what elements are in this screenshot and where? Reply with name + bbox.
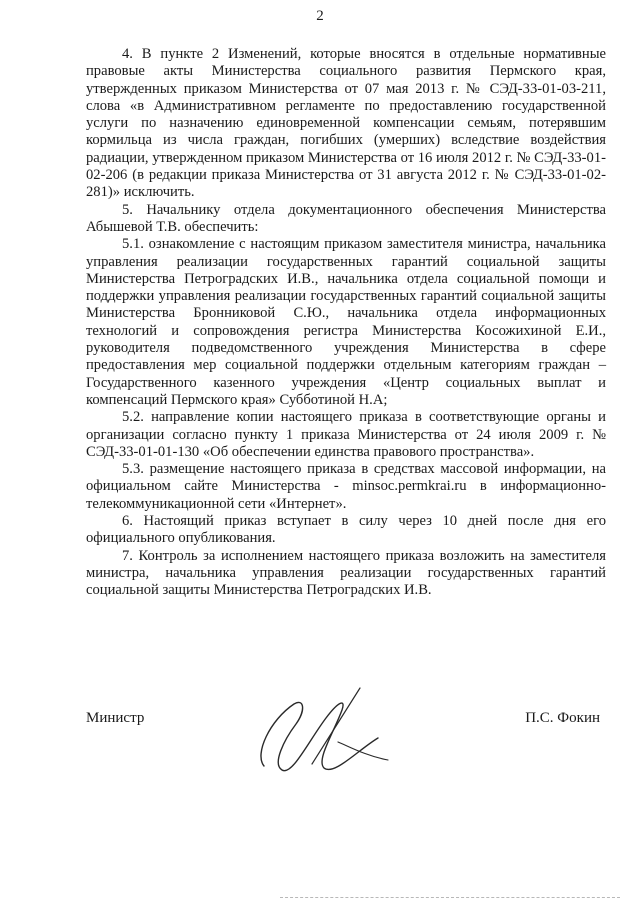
paragraph-item-5-2: 5.2. направление копии настоящего приказа в соответствующие органы и организации согласно пункту 1 приказа Министерства от 24 июля 2009 г. № СЭД-33-01-01-130 «Об обеспечении единства правового пространства». [86,409,606,460]
handwritten-signature [242,680,392,790]
signature-block [86,710,606,820]
paragraph-item-7: 7. Контроль за исполнением настоящего приказа возложить на заместителя министра, начальника управления реализации государственных гарантий социальной защиты Министерства Петроградских И.В. [86,547,606,599]
document-body [86,46,606,600]
paragraph-item-6: 6. Настоящий приказ вступает в силу через 10 дней после дня его официального опубликования. [86,513,606,547]
bottom-rule [280,897,620,898]
page-number: 2 [316,8,324,24]
paragraph-item-5-3: 5.3. размещение настоящего приказа в средствах массовой информации, на официальном сайте Министерства - minsoc.permkrai.ru в информационно-телекоммуникационной сети «Интернет». [86,461,606,512]
paragraph-item-5: 5. Начальнику отдела документационного обеспечения Министерства Абышевой Т.В. обеспечить: [86,201,606,235]
paragraph-item-5-1: 5.1. ознакомление с настоящим приказом заместителя министра, начальника управления реализации государственных гарантий социальной защиты Министерства Петроградских И.В., начальника отдела социальной помощи и поддержки управления реализации государственных гарантий социальной защиты Министерства Бронниковой С.Ю., начальника отдела информационных технологий и сопровождения регистра Министерства Косожихиной Е.И., руководителя подведомственного учреждения Министерства в сфере предоставления мер социальной поддержки отдельным категориям граждан – Государственного казенного учреждения «Центр социальных выплат и компенсаций Пермского края» Субботиной Н.А; [86,236,606,408]
signatory-title: Министр [86,710,145,726]
paragraph-item-4: 4. В пункте 2 Изменений, которые вносятся в отдельные нормативные правовые акты Министерства социального развития Пермского края, утвержденных приказом Министерства от 07 мая 2013 г. № СЭД-33-01-03-211, слова «в Административном регламенте по предоставлению государственной услуги по назначению единовременной компенсации семьям, потерявшим кормильца из числа граждан, погибших (умерших) вследствие воздействия радиации, утвержденном приказом Министерства от 16 июля 2012 г. № СЭД-33-01-02-206 (в редакции приказа Министерства от 31 августа 2012 г. № СЭД-33-01-02-281)» исключить. [86,46,606,201]
signatory-name: П.С. Фокин [525,710,600,726]
